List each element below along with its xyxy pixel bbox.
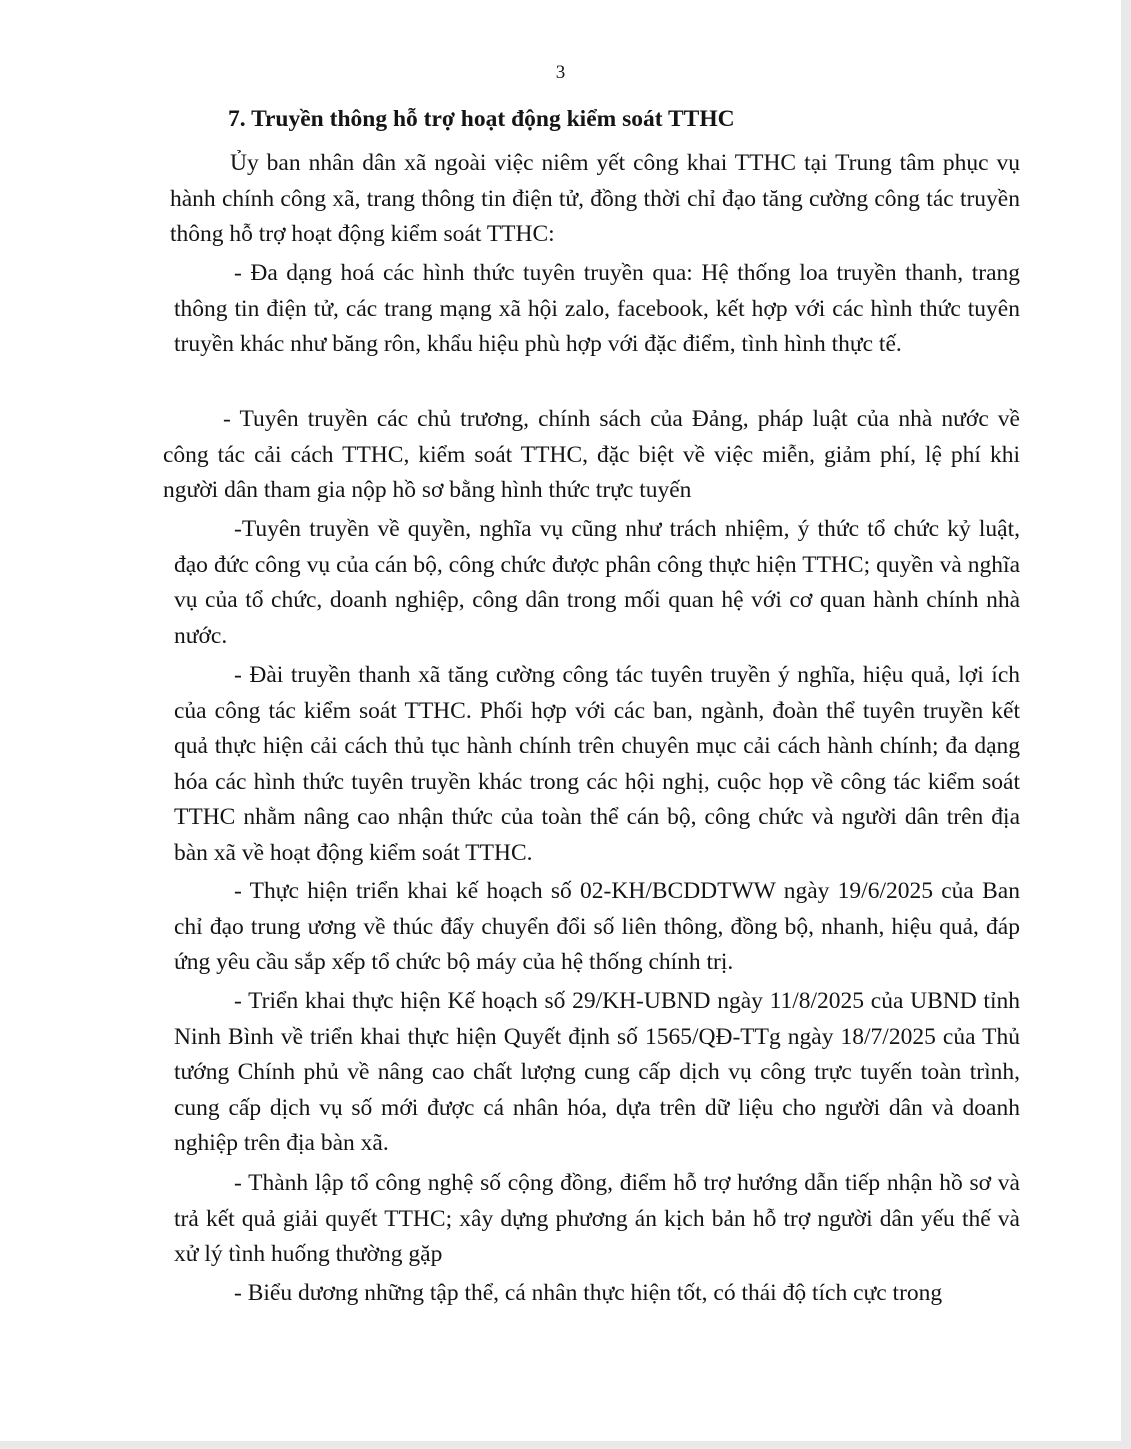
paragraph-bullet-diversify: - Đa dạng hoá các hình thức tuyên truyền qua: Hệ thống loa truyền thanh, trang thông tin điện tử, các trang mạng xã hội zalo, facebook, kết hợp với các hình thức tuyên truyền khác như băng rôn, khẩu hiệu phù hợp với đặc điểm, tình hình thực tế.	[174, 260, 1020, 357]
section-heading: 7. Truyền thông hỗ trợ hoạt động kiểm soát TTHC	[228, 106, 735, 132]
paragraph-bullet-policy: - Tuyên truyền các chủ trương, chính sách của Đảng, pháp luật của nhà nước về công tác cải cách TTHC, kiểm soát TTHC, đặc biệt về việc miễn, giảm phí, lệ phí khi người dân tham gia nộp hồ sơ bằng hình thức trực tuyến	[163, 406, 1020, 503]
paragraph-intro: Ủy ban nhân dân xã ngoài việc niêm yết công khai TTHC tại Trung tâm phục vụ hành chính công xã, trang thông tin điện tử, đồng thời chỉ đạo tăng cường công tác truyền thông hỗ trợ hoạt động kiểm soát TTHC:	[170, 150, 1020, 247]
paragraph-bullet-digital-team: - Thành lập tổ công nghệ số cộng đồng, điểm hỗ trợ hướng dẫn tiếp nhận hồ sơ và trả kết quả giải quyết TTHC; xây dựng phương án kịch bản hỗ trợ người dân yếu thế và xử lý tình huống thường gặp	[174, 1170, 1020, 1267]
paragraph-bullet-plan-29: - Triển khai thực hiện Kế hoạch số 29/KH-UBND ngày 11/8/2025 của UBND tỉnh Ninh Bình về triển khai thực hiện Quyết định số 1565/QĐ-TTg ngày 18/7/2025 của Thủ tướng Chính phủ về nâng cao chất lượng cung cấp dịch vụ công trực tuyến toàn trình, cung cấp dịch vụ số mới được cá nhân hóa, dựa trên dữ liệu cho người dân và doanh nghiệp trên địa bàn xã.	[174, 988, 1020, 1156]
paragraph-bullet-plan-02: - Thực hiện triển khai kế hoạch số 02-KH/BCDDTWW ngày 19/6/2025 của Ban chỉ đạo trung ương về thúc đẩy chuyển đổi số liên thông, đồng bộ, nhanh, hiệu quả, đáp ứng yêu cầu sắp xếp tổ chức bộ máy của hệ thống chính trị.	[174, 878, 1020, 975]
page-number: 3	[555, 62, 566, 83]
paragraph-bullet-rights: -Tuyên truyền về quyền, nghĩa vụ cũng như trách nhiệm, ý thức tổ chức kỷ luật, đạo đức công vụ của cán bộ, công chức được phân công thực hiện TTHC; quyền và nghĩa vụ của tổ chức, doanh nghiệp, công dân trong mối quan hệ với cơ quan hành chính nhà nước.	[174, 516, 1020, 649]
paragraph-bullet-radio: - Đài truyền thanh xã tăng cường công tác tuyên truyền ý nghĩa, hiệu quả, lợi ích của công tác kiểm soát TTHC. Phối hợp với các ban, ngành, đoàn thể tuyên truyền kết quả thực hiện cải cách thủ tục hành chính trên chuyên mục cải cách hành chính; đa dạng hóa các hình thức tuyên truyền khác trong các hội nghị, cuộc họp về công tác kiểm soát TTHC nhằm nâng cao nhận thức của toàn thể cán bộ, công chức và người dân trên địa bàn xã về hoạt động kiểm soát TTHC.	[174, 662, 1020, 866]
paragraph-bullet-commend: - Biểu dương những tập thể, cá nhân thực hiện tốt, có thái độ tích cực trong	[234, 1280, 943, 1306]
